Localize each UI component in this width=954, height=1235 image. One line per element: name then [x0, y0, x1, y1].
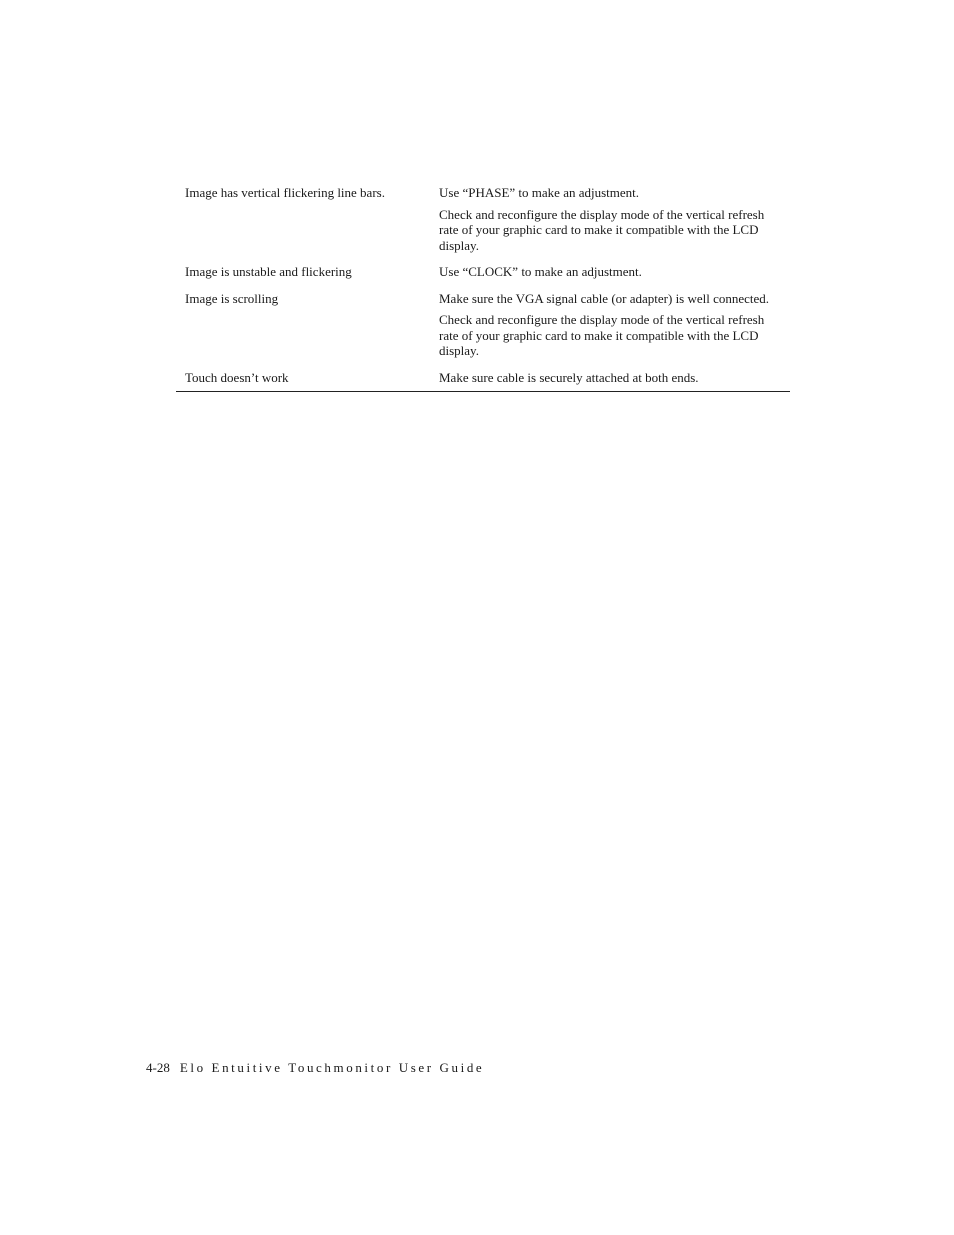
problem-text: Touch doesn’t work — [185, 369, 289, 385]
table-row — [176, 263, 790, 280]
problem-text: Image is scrolling — [185, 290, 279, 306]
problem-text: Image has vertical flickering line bars. — [185, 185, 385, 200]
problem-text: Image is unstable and flickering — [185, 264, 352, 279]
table-row — [176, 184, 790, 253]
page-number: 4-28 — [146, 1060, 170, 1075]
solution-text: Make sure cable is securely attached at both ends. — [439, 369, 699, 385]
solution-text: Use “CLOCK” to make an adjustment. — [439, 264, 642, 279]
solution-text: Check and reconfigure the display mode of the vertical refresh rate of your graphic card to make it compatible with the LCD display. — [439, 312, 765, 358]
page-footer — [146, 1060, 484, 1076]
solution-cell — [439, 290, 779, 359]
solution-cell — [439, 184, 779, 253]
solution-text: Use “PHASE” to make an adjustment. — [439, 185, 640, 200]
solution-text: Check and reconfigure the display mode of the vertical refresh rate of your graphic card to make it compatible with the LCD display. — [439, 206, 765, 253]
solution-cell — [439, 263, 779, 280]
table-row — [176, 369, 790, 386]
table-row — [176, 290, 790, 359]
guide-title: Elo Entuitive Touchmonitor User Guide — [179, 1060, 485, 1075]
solution-cell — [439, 369, 779, 386]
troubleshooting-table — [176, 184, 790, 392]
solution-text: Make sure the VGA signal cable (or adapter) is well connected. — [439, 290, 770, 306]
